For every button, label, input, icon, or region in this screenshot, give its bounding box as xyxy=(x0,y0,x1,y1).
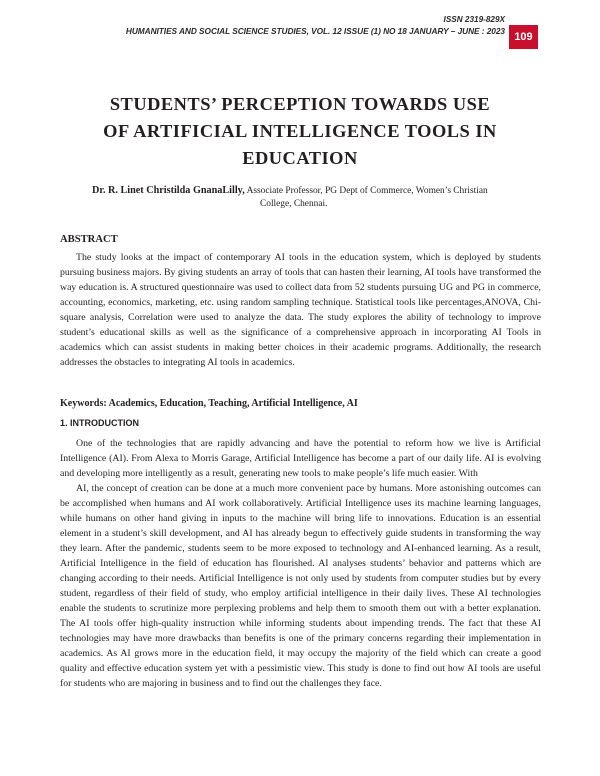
running-header xyxy=(60,14,505,38)
abstract-body xyxy=(60,250,541,370)
paper-title xyxy=(60,91,540,172)
author-affiliation-line-2: College, Chennai. xyxy=(260,199,328,209)
introduction-heading: 1. INTRODUCTION xyxy=(60,418,140,428)
introduction-paragraph-1: One of the technologies that are rapidly advancing and have the potential to reform how we live is Artificial Intelligence (AI). From Alexa to Morris Garage, Artificial Intelligence has become a part of our daily life. AI is evolving and developing more intelligently as a result, generating new tools to make people’s life much easier. With xyxy=(60,438,541,479)
keywords-line: Keywords: Academics, Education, Teaching, Artificial Intelligence, AI xyxy=(60,398,358,409)
page-number-badge: 109 xyxy=(509,25,538,49)
abstract-heading: ABSTRACT xyxy=(60,234,118,245)
title-line-2: OF ARTIFICIAL INTELLIGENCE TOOLS IN xyxy=(103,121,497,141)
title-line-1: STUDENTS’ PERCEPTION TOWARDS USE xyxy=(109,94,491,114)
introduction-body xyxy=(60,436,541,691)
author-name: Dr. R. Linet Christilda GnanaLilly, xyxy=(92,185,245,196)
author-block xyxy=(92,184,552,211)
journal-citation: HUMANITIES AND SOCIAL SCIENCE STUDIES, VOL. 12 ISSUE (1) NO 18 JANUARY – JUNE : 2023 xyxy=(125,26,505,36)
abstract-paragraph: The study looks at the impact of contemporary AI tools in the education system, which is deployed by students pursuing business majors. By giving students an array of tools that can hasten their learning, AI tools have transformed the way education is. A structured questionnaire was used to collect data from 52 students pursuing UG and PG in commerce, accounting, economics, marketing, etc. using random sampling technique. Statistical tools like percentages,ANOVA, Chi-square analysis, Correlation were used to analyze the data. The study explores the ability of technology to improve student’s educational skills as well as the significance of a comprehensive approach in incorporating AI Tools in academics which can assist students in making better choices in their academic programs. Additionally, the research addresses the obstacles to integrating AI tools in academics. xyxy=(60,252,541,368)
title-line-3: EDUCATION xyxy=(242,148,358,168)
author-affiliation: Associate Professor, PG Dept of Commerce, Women’s Christian xyxy=(244,186,488,196)
author-line-1 xyxy=(92,184,552,198)
introduction-paragraph-2: AI, the concept of creation can be done at a much more convenient pace by humans. More astonishing outcomes can be accomplished when humans and AI work collaboratively. Artificial Intelligence uses its machine learning languages, while humans on other hand giving in inputs to the machine will bring life to innovations. Education is an essential element in a student’s skill development, and AI has already begun to effectively guide students in transforming the way they learn. After the pandemic, students seem to be more exposed to technology and AI-enhanced learning. As a result, Artificial Intelligence in the field of education has flourished. AI analyses students’ behavior and patterns which are changing according to their needs. Artificial Intelligence is not only used by students from computer studies but by every student, regardless of their field of study, who employ artificial intelligence in their daily lives. These AI technologies enable the students to scrutinize more perplexing problems and help them to smooth them out with a better explanation. The AI tools offer high-quality instruction while informing students about impending trends. The fact that these AI technologies may have more drawbacks than benefits is one of the primary concerns regarding their implementation in academics. As AI grows more in the education field, it may occupy the majority of the field which can create a good quality and effective education system yet with a pessimistic view. This study is done to find out how AI tools are useful for students who are majoring in business and to find out the challenges they face. xyxy=(60,483,541,689)
issn-number: ISSN 2319-829X xyxy=(443,15,505,24)
